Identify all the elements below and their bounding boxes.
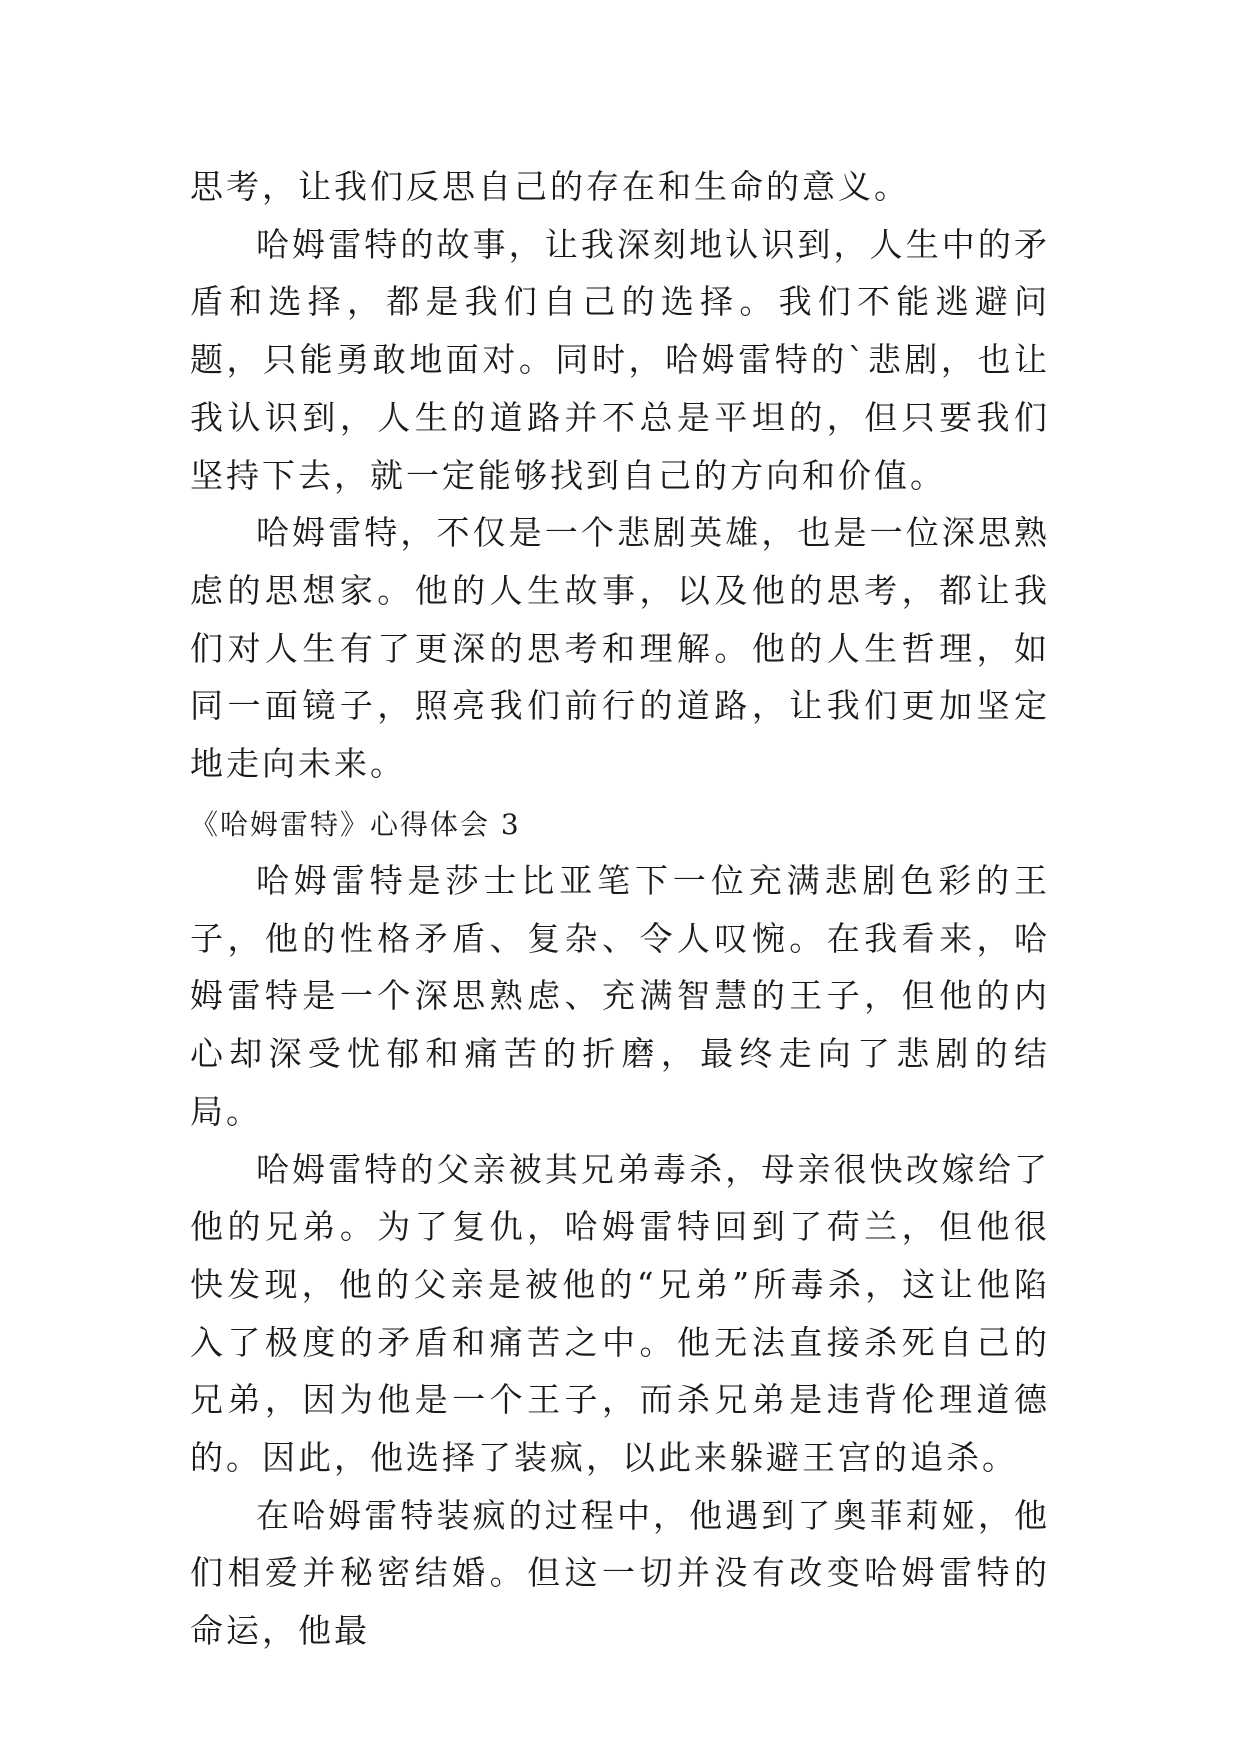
essay-section-3 — [190, 852, 1050, 1660]
paragraph: 哈姆雷特是莎士比亚笔下一位充满悲剧色彩的王子，他的性格矛盾、复杂、令人叹惋。在我看来，哈姆雷特是一个深思熟虑、充满智慧的王子，但他的内心却深受忧郁和痛苦的折磨，最终走向了悲剧的结局。 — [190, 861, 1050, 1131]
paragraph: 哈姆雷特的父亲被其兄弟毒杀，母亲很快改嫁给了他的兄弟。为了复仇，哈姆雷特回到了荷兰，但他很快发现，他的父亲是被他的“兄弟”所毒杀，这让他陷入了极度的矛盾和痛苦之中。他无法直接杀死自己的兄弟，因为他是一个王子，而杀兄弟是违背伦理道德的。因此，他选择了装疯，以此来躲避王宫的追杀。 — [190, 1149, 1050, 1478]
paragraph: 哈姆雷特，不仅是一个悲剧英雄，也是一位深思熟虑的思想家。他的人生故事，以及他的思考，都让我们对人生有了更深的思考和理解。他的人生哲理，如同一面镜子，照亮我们前行的道路，让我们更加坚定地走向未来。 — [190, 513, 1050, 784]
section-heading: 《哈姆雷特》心得体会 3 — [190, 808, 521, 841]
paragraph: 哈姆雷特的故事，让我深刻地认识到，人生中的矛盾和选择，都是我们自己的选择。我们不能逃避问题，只能勇敢地面对。同时，哈姆雷特的`悲剧，也让我认识到，人生的道路并不总是平坦的，但只要我们坚持下去，就一定能够找到自己的方向和价值。 — [190, 224, 1050, 495]
paragraph: 在哈姆雷特装疯的过程中，他遇到了奥菲莉娅，他们相爱并秘密结婚。但这一切并没有改变哈姆雷特的命运，他最 — [190, 1495, 1050, 1651]
paragraph-continuation: 思考，让我们反思自己的存在和生命的意义。 — [190, 167, 910, 206]
essay-section-continued — [190, 158, 1050, 793]
